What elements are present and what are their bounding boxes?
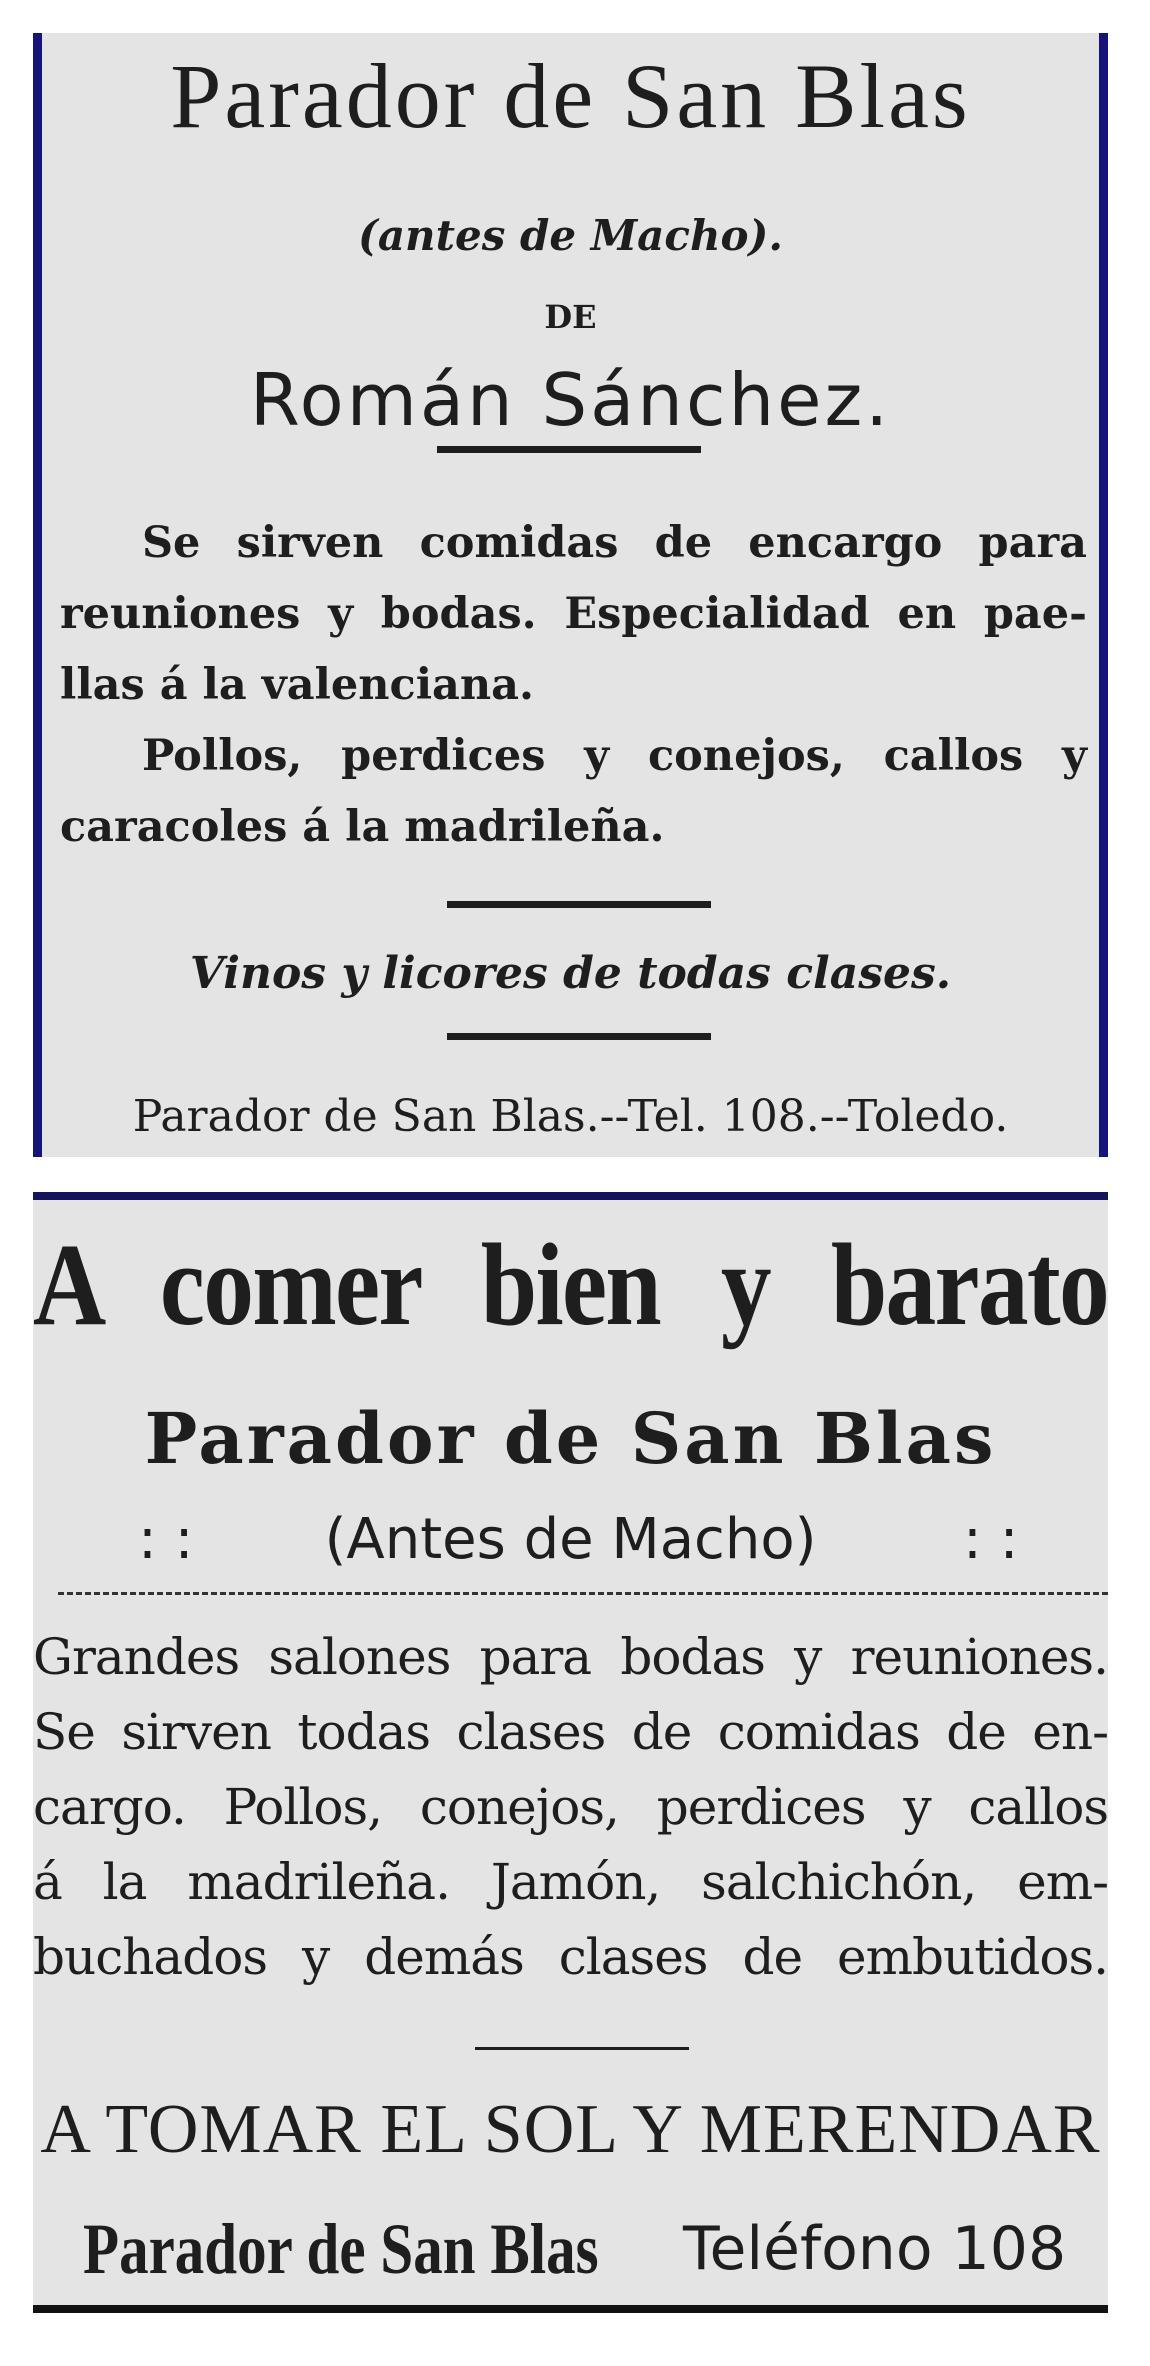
body-line: reuniones y bodas. Especialidad en pae- bbox=[60, 589, 1087, 639]
divider bbox=[447, 901, 711, 908]
ad-wines: Vinos y licores de todas clases. bbox=[189, 948, 952, 999]
body-line: buchados y demás clases de embutidos. bbox=[33, 1928, 1108, 1986]
ad-body bbox=[60, 508, 1087, 863]
body-line: Se sirven comidas de encargo para bbox=[142, 518, 1087, 568]
dashed-divider bbox=[58, 1592, 1108, 1595]
ornament-colons: : : bbox=[963, 1507, 1019, 1572]
advertisement-parador-2 bbox=[33, 1192, 1108, 2313]
ad-title: Parador de San Blas bbox=[144, 1397, 997, 1480]
body-line: caracoles á la madrileña. bbox=[60, 802, 665, 852]
ad-title: Parador de San Blas bbox=[170, 45, 971, 147]
footer-phone: Teléfono 108 bbox=[683, 2214, 1067, 2284]
ad-footer: Parador de San Blas.--Tel. 108.--Toledo. bbox=[132, 1091, 1009, 1142]
body-line: cargo. Pollos, conejos, perdices y callos bbox=[33, 1778, 1108, 1836]
ad-body bbox=[33, 1620, 1108, 1995]
divider bbox=[437, 446, 701, 453]
ornament-colons: : : bbox=[138, 1507, 194, 1572]
body-line: llas á la valenciana. bbox=[60, 660, 534, 710]
ad-subtitle: (antes de Macho). bbox=[357, 211, 784, 260]
divider bbox=[475, 2047, 689, 2050]
ad-de: DE bbox=[544, 298, 597, 336]
ad-owner: Román Sánchez. bbox=[249, 358, 892, 442]
ad-headline: A comer bien y barato bbox=[33, 1219, 1108, 1350]
body-line: Grandes salones para bodas y reuniones. bbox=[33, 1628, 1108, 1686]
footer-name: Parador de San Blas bbox=[83, 2209, 599, 2289]
ad-slogan: A TOMAR EL SOL Y MERENDAR bbox=[40, 2091, 1101, 2168]
body-line: Pollos, perdices y conejos, callos y bbox=[142, 731, 1087, 781]
body-line: á la madrileña. Jamón, salchichón, em- bbox=[33, 1853, 1108, 1911]
ad-subtitle: (Antes de Macho) bbox=[324, 1507, 817, 1572]
divider bbox=[447, 1033, 711, 1040]
body-line: Se sirven todas clases de comidas de en- bbox=[33, 1703, 1108, 1761]
advertisement-parador-1 bbox=[33, 33, 1108, 1157]
